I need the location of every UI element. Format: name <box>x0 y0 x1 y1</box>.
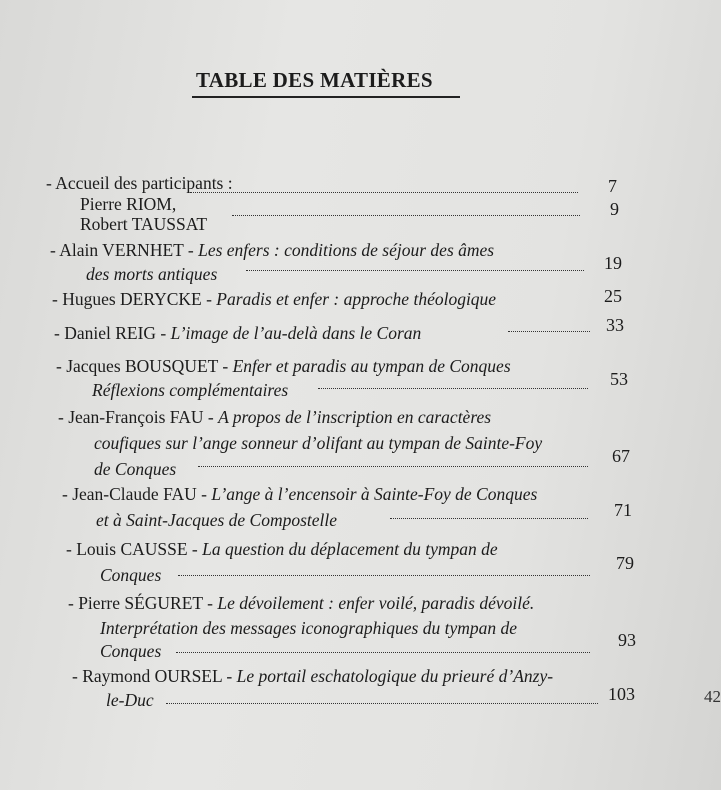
toc-entry-line: Réflexions complémentaires <box>92 380 289 400</box>
toc-entry-line: Conques <box>100 565 162 585</box>
title-underline <box>192 96 460 98</box>
dot-leader <box>176 652 590 653</box>
page-number: 25 <box>604 286 622 306</box>
toc-entry-line: de Conques <box>94 459 177 479</box>
page-number: 79 <box>616 553 634 573</box>
dot-leader <box>166 703 598 704</box>
toc-entry-line: - Pierre SÉGURET - Le dévoilement : enfer voilé, paradis dévoilé. <box>68 593 535 613</box>
dot-leader <box>232 215 580 216</box>
dot-leader <box>178 575 590 576</box>
toc-entry-line: Pierre RIOM, <box>80 194 177 214</box>
page-number: 33 <box>606 315 624 335</box>
adjacent-page-number: 42 <box>704 687 721 706</box>
toc-entry-line: des morts antiques <box>86 264 218 284</box>
toc-entry-line: - Accueil des participants : <box>46 173 233 193</box>
page-number: 93 <box>618 630 636 650</box>
toc-entry-line: - Jacques BOUSQUET - Enfer et paradis au tympan de Conques <box>56 356 511 376</box>
toc-entry-line: - Hugues DERYCKE - Paradis et enfer : approche théologique <box>52 289 497 309</box>
toc-entry-line: coufiques sur l’ange sonneur d’olifant au tympan de Sainte-Foy <box>94 433 543 453</box>
page-number: 7 <box>608 176 617 196</box>
toc-entry-line: Conques <box>100 641 162 661</box>
dot-leader <box>318 388 588 389</box>
toc-entry-line: le-Duc <box>106 690 154 710</box>
dot-leader <box>198 466 588 467</box>
page-number: 103 <box>608 684 635 704</box>
page-number: 53 <box>610 369 628 389</box>
dot-leader <box>390 518 588 519</box>
toc-entry-line: - Louis CAUSSE - La question du déplacement du tympan de <box>66 539 498 559</box>
toc-entry-line: - Jean-François FAU - A propos de l’inscription en caractères <box>58 407 492 427</box>
page-number: 19 <box>604 253 622 273</box>
toc-entry-line: Interprétation des messages iconographiques du tympan de <box>100 618 518 638</box>
dot-leader <box>246 270 584 271</box>
page-number: 71 <box>614 500 632 520</box>
toc-entry-line: Robert TAUSSAT <box>80 214 208 234</box>
toc-entry-line: - Jean-Claude FAU - L’ange à l’encensoir à Sainte-Foy de Conques <box>62 484 538 504</box>
toc-entry-line: et à Saint-Jacques de Compostelle <box>96 510 338 530</box>
toc-entry-line: - Daniel REIG - L’image de l’au-delà dans le Coran <box>54 323 422 343</box>
page-number: 9 <box>610 199 619 219</box>
toc-entry-line: - Alain VERNHET - Les enfers : conditions de séjour des âmes <box>50 240 495 260</box>
toc-entry-line: - Raymond OURSEL - Le portail eschatologique du prieuré d’Anzy- <box>72 666 554 686</box>
dot-leader <box>508 331 590 332</box>
page-title: TABLE DES MATIÈRES <box>196 68 433 92</box>
dot-leader <box>190 192 578 193</box>
page-number: 67 <box>612 446 630 466</box>
